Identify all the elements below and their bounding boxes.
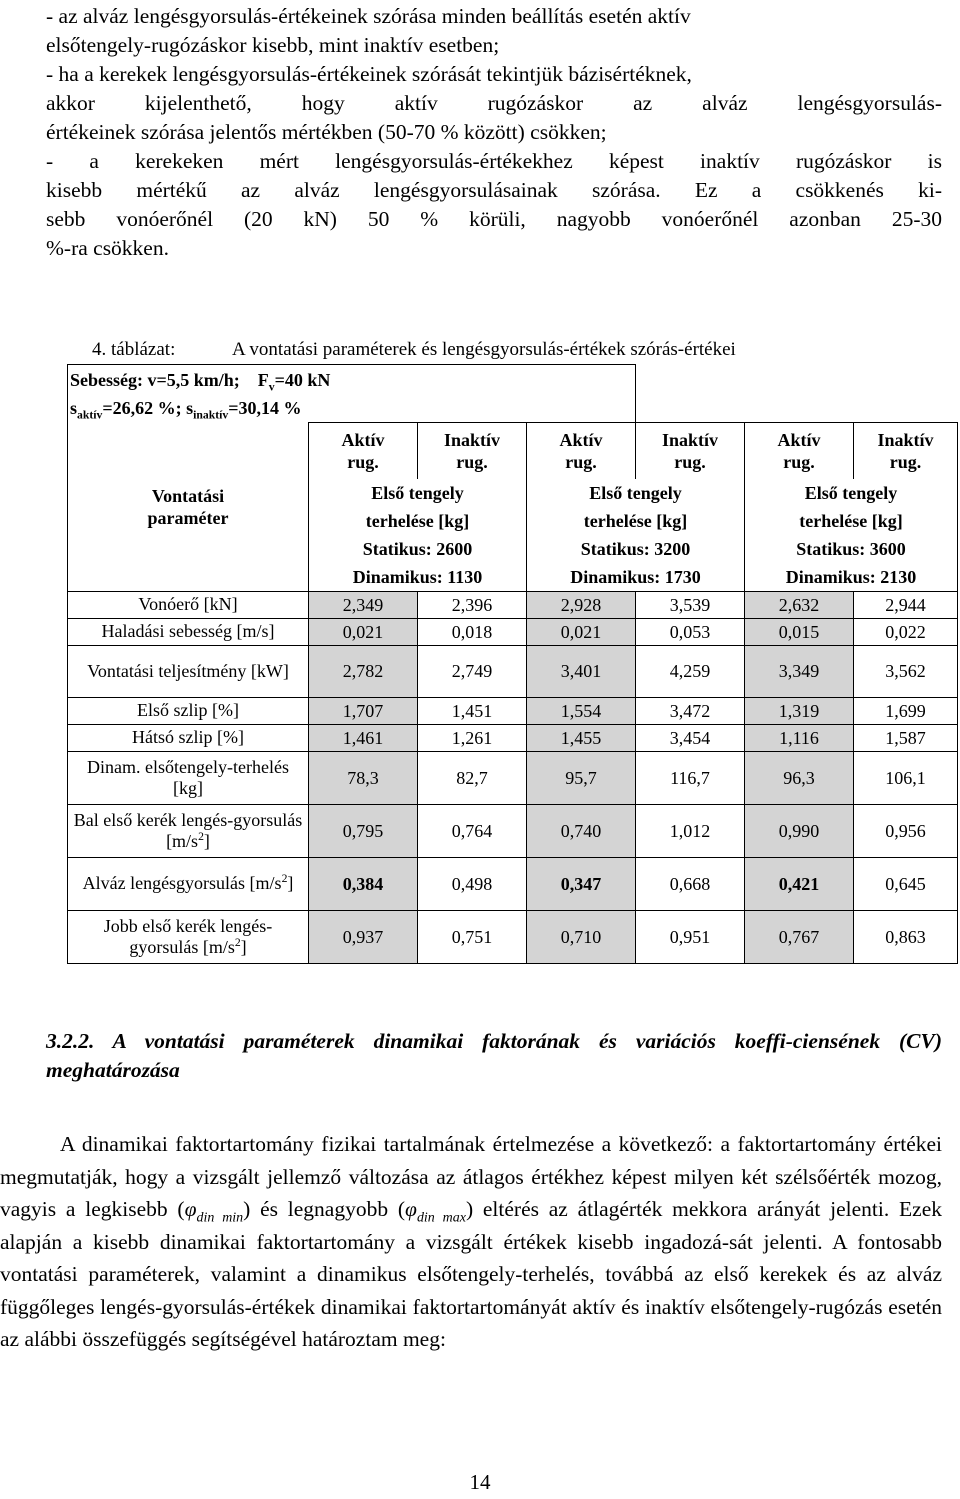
table-cell: 0,015 [745, 618, 854, 645]
table-row [68, 804, 958, 857]
table-row [68, 645, 958, 697]
table-cell: 0,668 [636, 857, 745, 910]
deviation-info: $s_{aktív}=26,62$ %; $s_{inaktív}=30,14$ % [68, 395, 636, 423]
table-cell: 0,990 [745, 804, 854, 857]
table-row [68, 697, 958, 724]
page-number: 14 [469, 1470, 491, 1494]
speed-info: Sebesség: v=5,5 km/h; $F_v=40$ kN [68, 365, 636, 395]
table-caption [92, 339, 736, 361]
table-cell: 3,349 [745, 645, 854, 697]
table-row [68, 910, 958, 963]
table-row [68, 591, 958, 618]
row-label: Bal első kerék lengés-gyorsulás $[m/s^2]$ [68, 804, 309, 857]
table-cell: 0,022 [854, 618, 958, 645]
table-cell: 116,7 [636, 751, 745, 804]
text-line: - az alváz lengésgyorsulás-értékeinek szórása minden beállítás esetén aktív [46, 4, 691, 28]
table-cell: 96,3 [745, 751, 854, 804]
row-label: Hátsó szlip [%] [68, 724, 309, 751]
row-label: Haladási sebesség [m/s] [68, 618, 309, 645]
group-header: Első tengely terhelése [kg] Statikus: 2600 Dinamikus: 1130 [309, 479, 527, 592]
table-cell: 2,749 [418, 645, 527, 697]
table-cell: 0,751 [418, 910, 527, 963]
text-line: - a kerekeken mért lengésgyorsulás-értékekhez képest inaktív rugózáskor is [46, 149, 942, 173]
table-cell: 3,401 [527, 645, 636, 697]
table-cell: 0,795 [309, 804, 418, 857]
col-header: Aktív rug. [745, 423, 854, 479]
table-cell: 1,699 [854, 697, 958, 724]
table-cell: 0,021 [527, 618, 636, 645]
col-header: Aktív rug. [527, 423, 636, 479]
table-row [68, 724, 958, 751]
table-cell: 1,012 [636, 804, 745, 857]
col-header: Inaktív rug. [636, 423, 745, 479]
table-cell: 106,1 [854, 751, 958, 804]
row-label: Vonóerő [kN] [68, 591, 309, 618]
table-cell: 0,863 [854, 910, 958, 963]
table-cell: 0,018 [418, 618, 527, 645]
table-cell: 0,053 [636, 618, 745, 645]
table-number: 4. táblázat: [92, 339, 176, 360]
col-header: Aktív rug. [309, 423, 418, 479]
table-cell: 0,740 [527, 804, 636, 857]
table-cell: 0,951 [636, 910, 745, 963]
table-cell: 0,767 [745, 910, 854, 963]
table-cell: 0,347 [527, 857, 636, 910]
table-cell: 0,764 [418, 804, 527, 857]
table-cell: 0,710 [527, 910, 636, 963]
table-cell: 2,928 [527, 591, 636, 618]
table-cell: 0,384 [309, 857, 418, 910]
table-cell: 1,461 [309, 724, 418, 751]
text-line: kisebb mértékű az alváz lengésgyorsulásainak szórása. Ez a csökkenés ki- [46, 178, 942, 202]
col-header: Inaktív rug. [418, 423, 527, 479]
table-cell: 1,319 [745, 697, 854, 724]
table-title: A vontatási paraméterek és lengésgyorsulás-értékek szórás-értékei [232, 339, 736, 360]
phi-symbol: φ [184, 1197, 197, 1221]
param-header: Vontatási paraméter [68, 423, 309, 592]
text-line: sebb vonóerőnél (20 kN) 50 % körüli, nagyobb vonóerőnél azonban 25-30 [46, 207, 942, 231]
table-cell: 3,562 [854, 645, 958, 697]
table-cell: 3,539 [636, 591, 745, 618]
table-cell: 82,7 [418, 751, 527, 804]
text-line: értékeinek szórása jelentős mértékben (50-70 % között) csökken; [46, 120, 607, 144]
section-heading: 3.2.2. A vontatási paraméterek dinamikai faktorának és variációs koeffi-ciensének (CV) meghatározása [46, 1029, 942, 1082]
table-cell: 78,3 [309, 751, 418, 804]
table-cell: 0,498 [418, 857, 527, 910]
row-label: Alváz lengésgyorsulás $[m/s^2]$ [68, 857, 309, 910]
row-label: Első szlip [%] [68, 697, 309, 724]
table-row [68, 751, 958, 804]
text-line: %-ra csökken. [46, 236, 169, 260]
text-line: - ha a kerekek lengésgyorsulás-értékeinek szórását tekintjük bázisértéknek, [46, 62, 692, 86]
body-paragraph: A dinamikai faktortartomány fizikai tartalmának értelmezése a következő: a faktortartomány értékei megmutatják, hogy a vizsgált jellemző változása az átlagos értékhez képest milyen két szélsőérték mozog, vagyis a legkisebb $(\varphi_{din min})$ és legnagyobb $(\varphi_{din max})$ eltérés az átlagérték mekkora arányát jelenti. Ezek alapján a kisebb dinamikai faktortartomány a vizsgált értékek kisebb ingadozá-sát jelenti. A fontosabb vontatási paraméterek, valamint a dinamikus elsőtengely-terhelés, továbbá az első kerekek és az alváz függőleges lengés-gyorsulás-értékek dinamikai faktortartományát aktív és inaktív elsőtengely-rugózás esetén az alábbi összefüggés segítségével határoztam meg: [0, 1132, 943, 1351]
row-label: Vontatási teljesítmény [kW] [68, 645, 309, 697]
table-cell: 2,349 [309, 591, 418, 618]
table-cell: 1,455 [527, 724, 636, 751]
table-cell: 2,944 [854, 591, 958, 618]
table-cell: 0,021 [309, 618, 418, 645]
row-label: Jobb első kerék lengés-gyorsulás $[m/s^2]$ [68, 910, 309, 963]
table-row [68, 618, 958, 645]
table-cell: 95,7 [527, 751, 636, 804]
phi-symbol: φ [405, 1197, 417, 1221]
table-cell: 0,956 [854, 804, 958, 857]
table-cell: 2,782 [309, 645, 418, 697]
text-line: akkor kijelenthető, hogy aktív rugózáskor az alváz lengésgyorsulás- [46, 91, 942, 115]
text-line: elsőtengely-rugózáskor kisebb, mint inaktív esetben; [46, 33, 500, 57]
top-paragraph [46, 2, 942, 263]
table-cell: 2,396 [418, 591, 527, 618]
table-cell: 1,451 [418, 697, 527, 724]
table-cell: 0,421 [745, 857, 854, 910]
table-cell: 0,937 [309, 910, 418, 963]
table-cell: 1,587 [854, 724, 958, 751]
table-cell: 0,645 [854, 857, 958, 910]
table-cell: 3,472 [636, 697, 745, 724]
row-label: Dinam. elsőtengely-terhelés [kg] [68, 751, 309, 804]
table-cell: 2,632 [745, 591, 854, 618]
table-cell: 1,554 [527, 697, 636, 724]
group-header: Első tengely terhelése [kg] Statikus: 3600 Dinamikus: 2130 [745, 479, 958, 592]
group-header: Első tengely terhelése [kg] Statikus: 3200 Dinamikus: 1730 [527, 479, 745, 592]
table-cell: 1,707 [309, 697, 418, 724]
table-cell: 4,259 [636, 645, 745, 697]
table-cell: 3,454 [636, 724, 745, 751]
col-header: Inaktív rug. [854, 423, 958, 479]
table-cell: 1,116 [745, 724, 854, 751]
table-cell: 1,261 [418, 724, 527, 751]
table-row [68, 857, 958, 910]
data-table [67, 364, 958, 964]
